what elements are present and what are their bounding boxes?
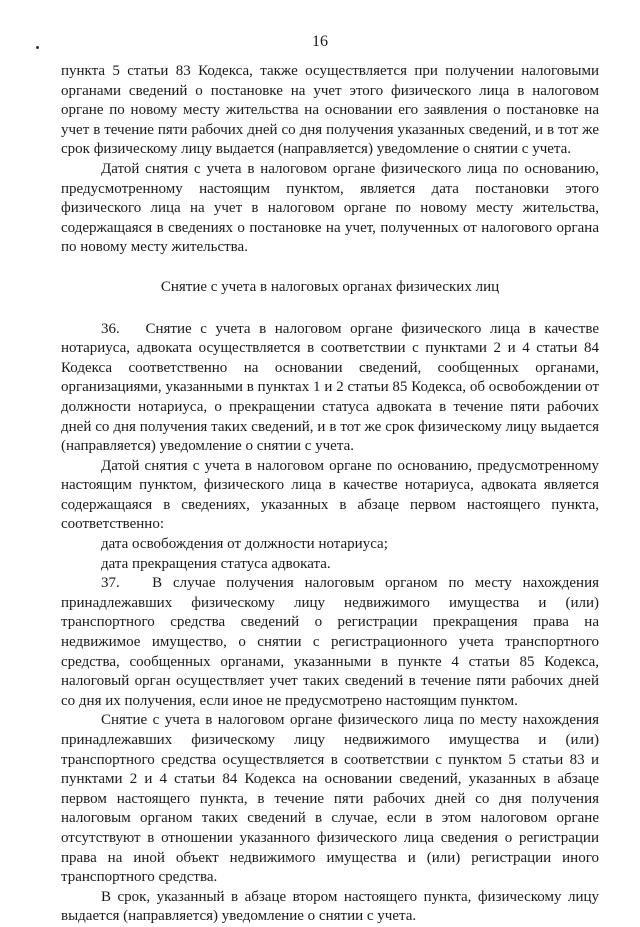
page-number: 16 bbox=[312, 33, 328, 50]
section-heading: Снятие с учета в налоговых органах физических лиц bbox=[160, 278, 500, 295]
paragraph-deregistration-date: Датой снятия с учета в налоговом органе физического лица по основанию, предусмотренному настоящим пунктом, является дата постановки этого физического лица на учет в налоговом органе по новому месту жительства, содержащаяся в сведениях о постановке на учет, полученных от налогового органа по новому месту жительства. bbox=[61, 160, 599, 256]
clause-36-list-item-2: дата прекращения статуса адвоката. bbox=[101, 555, 331, 572]
clause-36-list-item-1: дата освобождения от должности нотариуса; bbox=[101, 536, 388, 553]
clause-37-paragraph-2: Снятие с учета в налоговом органе физического лица по месту нахождения принадлежавших физическому лицу недвижимого имущества и (или) транспортного средства осуществляется в соответствии с пунктом 5 статьи 83 и пунктами 2 и 4 статьи 84 Кодекса на основании сведений, указанных в абзаце первом настоящего пункта, в течение пяти рабочих дней со дня получения налоговым органом таких сведений в случае, если в этом налоговом органе отсутствуют в отношении указанного физического лица сведения о регистрации права на иной объект недвижимого имущества и (или) регистрации иного транспортного средства. bbox=[61, 712, 599, 886]
document-body bbox=[61, 62, 599, 927]
clause-37: 37. В случае получения налоговым органом по месту нахождения принадлежавших физическому лицу недвижимого имущества и (или) транспортного средства сведений о регистрации прекращения права на недвижимое имущество, о снятии с регистрационного учета транспортного средства, сообщенных органами, указанными в пункте 4 статьи 85 Кодекса, налоговый орган осуществляет учет таких сведений в течение пяти рабочих дней со дня их получения, если иное не предусмотрено настоящим пунктом. bbox=[61, 575, 599, 709]
clause-37-paragraph-3: В срок, указанный в абзаце втором настоящего пункта, физическому лицу выдается (направляется) уведомление о снятии с учета. bbox=[61, 888, 599, 925]
paragraph-continuation: пункта 5 статьи 83 Кодекса, также осуществляется при получении налоговыми органами сведений о постановке на учет этого физического лица в налоговом органе по новому месту жительства на основании его заявления о постановке на учет в течение пяти рабочих дней со дня получения указанных сведений, и в тот же срок физическому лицу выдается (направляется) уведомление о снятии с учета. bbox=[61, 63, 599, 158]
clause-36-paragraph-2: Датой снятия с учета в налоговом органе по основанию, предусмотренному настоящим пунктом, физического лица в качестве нотариуса, адвоката является содержащаяся в сведениях, указанных в абзаце первом настоящего пункта, соответственно: bbox=[61, 457, 599, 533]
clause-36: 36. Снятие с учета в налоговом органе физического лица в качестве нотариуса, адвоката осуществляется в соответствии с пунктами 2 и 4 статьи 84 Кодекса соответственно на основании сведений, сообщенных органами, организациями, указанными в пунктах 1 и 2 статьи 85 Кодекса, об освобождении от должности нотариуса, о прекращении статуса адвоката в течение пяти рабочих дней со дня получения таких сведений, и в тот же срок физическому лицу выдается (направляется) уведомление о снятии с учета. bbox=[61, 320, 599, 455]
